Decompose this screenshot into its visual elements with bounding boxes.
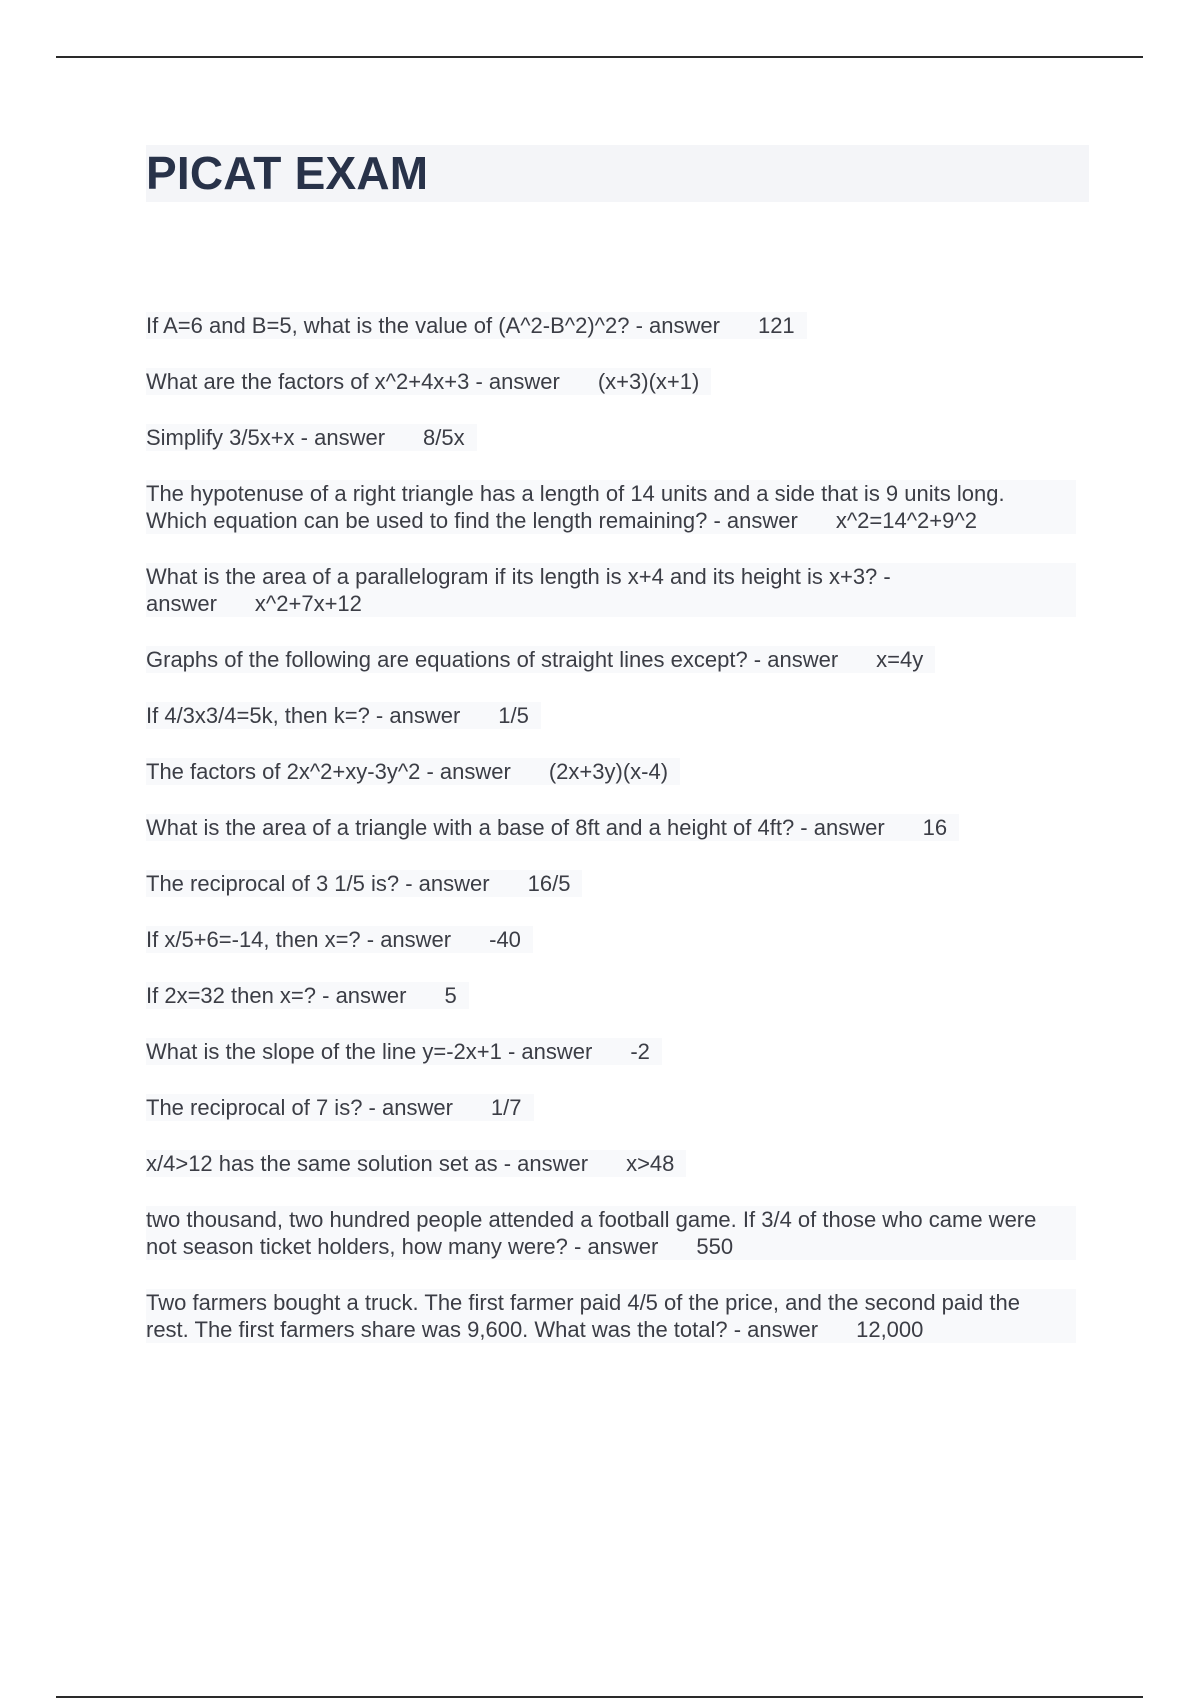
question-text: two thousand, two hundred people attended a football game. If 3/4 of those who came were not season ticket holders, how many were? - answer	[146, 1207, 1037, 1259]
qa-item	[146, 368, 1076, 395]
qa-list	[146, 312, 1076, 1372]
qa-item	[146, 646, 1076, 673]
qa-item	[146, 758, 1076, 785]
qa-item	[146, 312, 1076, 339]
answer-text: 8/5x	[423, 425, 465, 450]
answer-text: 550	[696, 1234, 734, 1259]
question-text: If x/5+6=-14, then x=? - answer	[146, 927, 452, 952]
answer-text: x^2+7x+12	[254, 591, 362, 616]
question-text: What is the area of a parallelogram if its length is x+4 and its height is x+3? - answer	[146, 564, 891, 616]
answer-text: 1/5	[498, 703, 529, 728]
answer-text: x=4y	[876, 647, 924, 672]
qa-item	[146, 1150, 1076, 1177]
question-text: The factors of 2x^2+xy-3y^2 - answer	[146, 759, 511, 784]
answer-text: -40	[489, 927, 521, 952]
document-title: PICAT EXAM	[146, 147, 429, 199]
question-text: What is the slope of the line y=-2x+1 - answer	[146, 1039, 593, 1064]
qa-item	[146, 424, 1076, 451]
qa-item	[146, 814, 1076, 841]
question-text: What is the area of a triangle with a base of 8ft and a height of 4ft? - answer	[146, 815, 885, 840]
question-text: Graphs of the following are equations of straight lines except? - answer	[146, 647, 839, 672]
qa-item	[146, 563, 1076, 617]
qa-item	[146, 702, 1076, 729]
question-text: If A=6 and B=5, what is the value of (A^2-B^2)^2? - answer	[146, 313, 720, 338]
question-text: If 2x=32 then x=? - answer	[146, 983, 407, 1008]
bottom-rule	[56, 1696, 1143, 1698]
question-text: The hypotenuse of a right triangle has a length of 14 units and a side that is 9 units long. Which equation can be used to find the length remaining? - answer	[146, 481, 1005, 533]
answer-text: 16/5	[527, 871, 571, 896]
qa-item	[146, 870, 1076, 897]
question-text: Simplify 3/5x+x - answer	[146, 425, 386, 450]
top-rule	[56, 56, 1143, 58]
answer-text: -2	[630, 1039, 650, 1064]
question-text: x/4>12 has the same solution set as - answer	[146, 1151, 589, 1176]
qa-item	[146, 926, 1076, 953]
answer-text: (2x+3y)(x-4)	[548, 759, 669, 784]
question-text: If 4/3x3/4=5k, then k=? - answer	[146, 703, 461, 728]
answer-text: 5	[444, 983, 457, 1008]
qa-item	[146, 1094, 1076, 1121]
qa-item	[146, 982, 1076, 1009]
answer-text: (x+3)(x+1)	[597, 369, 700, 394]
qa-item	[146, 1038, 1076, 1065]
question-text: What are the factors of x^2+4x+3 - answer	[146, 369, 560, 394]
answer-text: x^2=14^2+9^2	[835, 508, 977, 533]
question-text: The reciprocal of 7 is? - answer	[146, 1095, 453, 1120]
question-text: The reciprocal of 3 1/5 is? - answer	[146, 871, 490, 896]
qa-item	[146, 1289, 1076, 1343]
answer-text: 12,000	[856, 1317, 924, 1342]
answer-text: x>48	[626, 1151, 675, 1176]
qa-item	[146, 1206, 1076, 1260]
question-text: Two farmers bought a truck. The first farmer paid 4/5 of the price, and the second paid the rest. The first farmers share was 9,600. What was the total? - answer	[146, 1290, 1020, 1342]
answer-text: 121	[757, 313, 795, 338]
qa-item	[146, 480, 1076, 534]
answer-text: 16	[922, 815, 948, 840]
answer-text: 1/7	[490, 1095, 522, 1120]
